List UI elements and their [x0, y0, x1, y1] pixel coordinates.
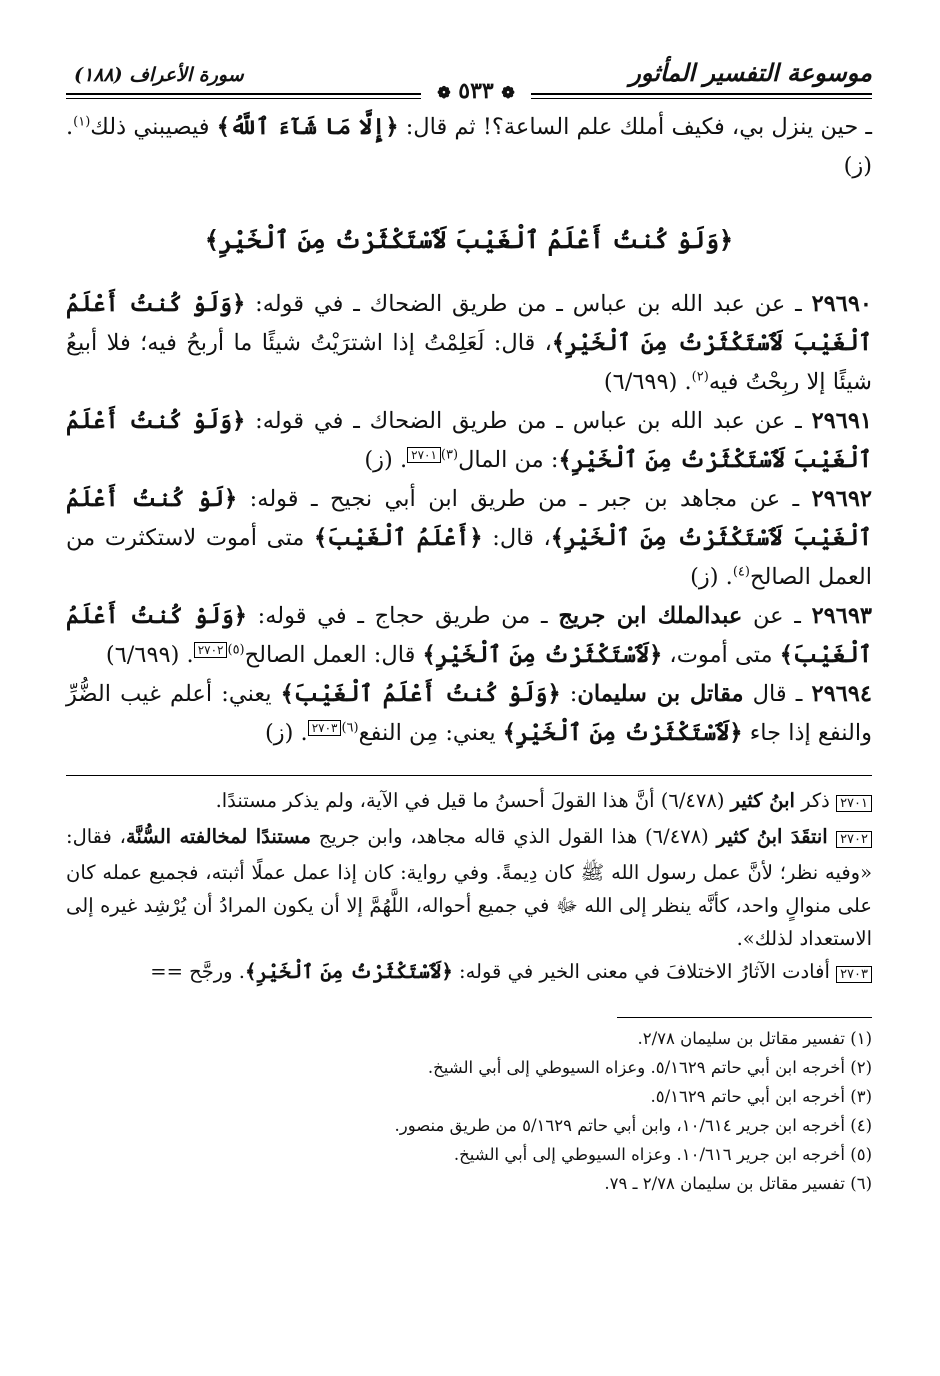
commentary-box: ٢٧٠١ [836, 795, 872, 812]
page [66, 52, 872, 1352]
continuation-paragraph: ـ حين ينزل بي، فكيف أملك علم الساعة؟! ثم قال: ﴿إِلَّا مَا شَآءَ ٱللَّهُ﴾ فيصيبني ذلك$^{(١)}$. (ز) [66, 114, 873, 179]
page-header [66, 52, 872, 102]
footnote-separator [617, 1017, 872, 1018]
main-text [66, 108, 872, 753]
footnote: (٥) أخرجه ابن جرير ١٠/٦١٦. وعزاه السيوطي إلى أبي الشيخ. [453, 1145, 872, 1164]
footnote: (٣) أخرجه ابن أبي حاتم ٥/١٦٢٩. [650, 1087, 872, 1106]
entry-number: ٢٩٦٩٠ [811, 291, 872, 317]
commentary-box: ٢٧٠٢ [836, 831, 872, 848]
commentary-section [66, 784, 872, 991]
footnote-ref: (٤) [732, 564, 750, 580]
ornament-icon: ❁ [437, 83, 451, 102]
quran-quote: ﴿وَلَوْ كُنتُ أَعْلَمُ ٱلْغَيْبَ﴾ [280, 681, 561, 707]
narration-entry: ٢٩٦٩٣ ـ عن عبدالملك ابن جريج ـ من طريق حجاج ـ في قوله: ﴿وَلَوْ كُنتُ أَعْلَمُ ٱلْغَيْبَ﴾ متى أموت، ﴿لَٱسْتَكْثَرْتُ مِنَ ٱلْخَيْرِ﴾ قال: العمل الصالح$^{(٥)٢٧٠٢}$. (٦/٦٩٩) [66, 603, 872, 668]
scholar-name: ابنُ كثير [730, 789, 795, 812]
commentary-separator [66, 775, 872, 776]
commentary-ref-box: ٢٧٠١ [407, 447, 441, 463]
bold-phrase: مستندًا لمخالفته السُّنَّة [125, 825, 311, 848]
book-title: موسوعة التفسير المأثور [629, 58, 872, 87]
narrator-name: مقاتل بن سليمان [577, 681, 744, 707]
surah-title: سورة الأعراف (١٨٨) [74, 64, 244, 86]
commentary-box: ٢٧٠٣ [836, 966, 872, 983]
footnote: (١) تفسير مقاتل بن سليمان ٢/٧٨. [637, 1029, 872, 1048]
verse-heading: ﴿وَلَوْ كُنتُ أَعْلَمُ ٱلْغَيْبَ لَٱسْتَكْثَرْتُ مِنَ ٱلْخَيْرِ﴾ [204, 225, 734, 254]
quran-quote: ﴿وَلَوْ كُنتُ أَعْلَمُ ٱلْغَيْبَ لَٱسْتَكْثَرْتُ مِنَ ٱلْخَيْرِ﴾ [66, 291, 872, 356]
footnote-ref: (٥) [227, 642, 245, 658]
entry-number: ٢٩٦٩٣ [811, 603, 872, 629]
footnote-ref: (٦) [341, 720, 359, 736]
footnote: (٢) أخرجه ابن أبي حاتم ٥/١٦٢٩. وعزاه السيوطي إلى أبي الشيخ. [427, 1058, 872, 1077]
footnote-ref: (١) [73, 114, 91, 130]
quran-quote: ﴿لَٱسْتَكْثَرْتُ مِنَ ٱلْخَيْرِ﴾ [244, 960, 453, 983]
quran-quote: ﴿وَلَوْ كُنتُ أَعْلَمُ ٱلْغَيْبَ لَٱسْتَكْثَرْتُ مِنَ ٱلْخَيْرِ﴾ [66, 408, 872, 473]
quran-quote: ﴿لَوْ كُنتُ أَعْلَمُ ٱلْغَيْبَ لَٱسْتَكْثَرْتُ مِنَ ٱلْخَيْرِ﴾ [66, 486, 872, 551]
narrator-name: عبدالملك ابن جريج [558, 603, 743, 629]
quran-quote: ﴿إِلَّا مَا شَآءَ ٱللَّهُ﴾ [216, 114, 399, 140]
footnotes [66, 1024, 872, 1198]
narration-entry: ٢٩٦٩١ ـ عن عبد الله بن عباس ـ من طريق الضحاك ـ في قوله: ﴿وَلَوْ كُنتُ أَعْلَمُ ٱلْغَيْبَ لَٱسْتَكْثَرْتُ مِنَ ٱلْخَيْرِ﴾: من المال$^{(٣)٢٧٠١}$. (ز) [66, 408, 872, 473]
footnote-ref: (٣) [440, 447, 459, 463]
quran-quote: ﴿لَٱسْتَكْثَرْتُ مِنَ ٱلْخَيْرِ﴾ [422, 642, 663, 668]
commentary-ref-box: ٢٧٠٢ [194, 642, 228, 658]
ornament-icon: ❁ [501, 83, 515, 102]
quran-quote: ﴿لَٱسْتَكْثَرْتُ مِنَ ٱلْخَيْرِ﴾ [502, 720, 743, 746]
footnote: (٤) أخرجه ابن جرير ١٠/٦١٤، وابن أبي حاتم ٥/١٦٢٩ من طريق منصور. [394, 1116, 872, 1135]
footnote-ref: (٢) [691, 369, 709, 385]
narration-entry: ٢٩٦٩٠ ـ عن عبد الله بن عباس ـ من طريق الضحاك ـ في قوله: ﴿وَلَوْ كُنتُ أَعْلَمُ ٱلْغَيْبَ لَٱسْتَكْثَرْتُ مِنَ ٱلْخَيْرِ﴾، قال: لَعَلِمْتُ إذا اشترَيْتُ شيئًا ما أربحُ فيه؛ فلا أبيعُ شيئًا إلا ربِحْتُ فيه$^{(٢)}$. (٦/٦٩٩) [66, 291, 872, 395]
narration-entry: ٢٩٦٩٢ ـ عن مجاهد بن جبر ـ من طريق ابن أبي نجيح ـ قوله: ﴿لَوْ كُنتُ أَعْلَمُ ٱلْغَيْبَ لَٱسْتَكْثَرْتُ مِنَ ٱلْخَيْرِ﴾، قال: ﴿أَعْلَمُ ٱلْغَيْبَ﴾ متى أموت لاستكثرت من العمل الصالح$^{(٤)}$. (ز) [66, 486, 873, 590]
commentary-note: ٢٧٠٢ انتقَدَ ابنُ كثير (٦/٤٧٨) هذا القول الذي قاله مجاهد، وابن جريج مستندًا لمخالفته السُّنَّة، فقال: «وفيه نظر؛ لأنَّ عمل رسول الله ﷺ كان دِيمةً. وفي رواية: كان إذا عمل عملًا أثبته، فجميع عمله كان على منوالٍ واحد، كأنَّه ينظر إلى الله ﷻ في جميع أحواله، اللَّهُمَّ إلا أن يكون المرادُ أن يُرْشِد غيره إلى الاستعداد لذلك». [66, 825, 872, 950]
quran-quote: ﴿أَعْلَمُ ٱلْغَيْبَ﴾ [313, 525, 483, 551]
footnote: (٦) تفسير مقاتل بن سليمان ٢/٧٨ ـ ٧٩. [604, 1174, 872, 1193]
commentary-note: ٢٧٠٣ أفادت الآثارُ الاختلافَ في معنى الخير في قوله: ﴿لَٱسْتَكْثَرْتُ مِنَ ٱلْخَيْرِ﴾. ورجَّح == [66, 955, 872, 991]
entry-number: ٢٩٦٩٢ [811, 486, 873, 512]
narration-entry: ٢٩٦٩٤ ـ قال مقاتل بن سليمان: ﴿وَلَوْ كُنتُ أَعْلَمُ ٱلْغَيْبَ﴾ يعني: أعلم غيب الضُّرِّ والنفع إذا جاء ﴿لَٱسْتَكْثَرْتُ مِنَ ٱلْخَيْرِ﴾ يعني: مِن النفع$^{(٦)٢٧٠٣}$. (ز) [66, 681, 872, 746]
commentary-note: ٢٧٠١ ذكر ابنُ كثير (٦/٤٧٨) أنَّ هذا القولَ أحسنُ ما قيل في الآية، ولم يذكر مستندًا. [66, 784, 872, 820]
entry-number: ٢٩٦٩١ [811, 408, 872, 434]
entry-number: ٢٩٦٩٤ [811, 681, 872, 707]
page-number-box [421, 78, 531, 104]
page-number: ٥٣٣ [458, 78, 494, 104]
scholar-name: انتقَدَ ابنُ كثير [716, 825, 837, 848]
commentary-ref-box: ٢٧٠٣ [308, 720, 342, 736]
quran-quote: ﴿وَلَوْ كُنتُ أَعْلَمُ ٱلْغَيْبَ﴾ [66, 603, 872, 668]
